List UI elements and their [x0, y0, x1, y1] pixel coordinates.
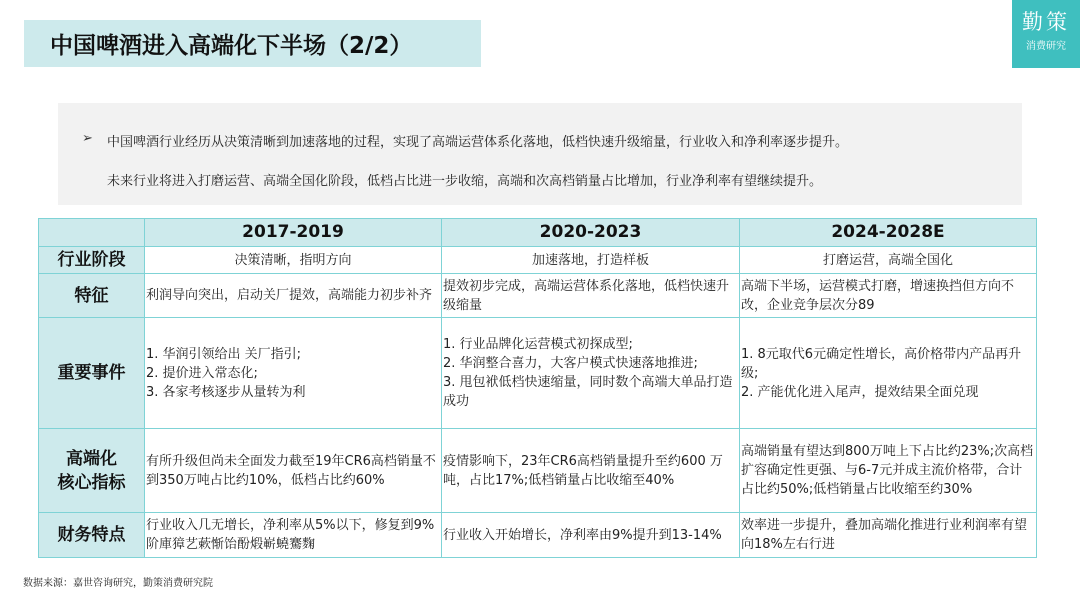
table-cell — [145, 318, 442, 429]
logo-main-text: 勤策 — [1022, 10, 1070, 34]
row-label-line: 核心指标 — [57, 472, 126, 493]
row-label-line: 高端化 — [66, 448, 117, 469]
bullet-arrow-icon: ➢ — [82, 131, 93, 146]
table-row-stage — [39, 247, 1037, 274]
header-corner — [39, 219, 145, 247]
table-row-finance — [39, 513, 1037, 558]
event-item: 1. 行业品牌化运营模式初探成型; — [443, 337, 633, 352]
table-cell — [442, 318, 740, 429]
event-item: 2. 华润整合喜力，大客户模式快速落地推进; — [443, 356, 698, 371]
page-title: 中国啤酒进入高端化下半场（2/2） — [24, 20, 481, 67]
row-label-features: 特征 — [39, 274, 145, 318]
event-item: 3. 各家考核逐步从量转为利 — [146, 384, 306, 400]
table-cell: 行业收入开始增长，净利率由9%提升到13-14% — [442, 513, 740, 558]
brand-logo — [1012, 0, 1080, 68]
table-cell: 提效初步完成，高端运营体系化落地，低档快速升级缩量 — [442, 274, 740, 318]
event-item: 1. 8元取代6元确定性增长，高价格带内产品再升级; — [741, 346, 1022, 381]
table-row-events — [39, 318, 1037, 429]
event-item: 3. 甩包袱低档快速缩量，同时数个高端大单品打造成功 — [443, 375, 733, 409]
table-cell: 高端下半场，运营模式打磨，增速换挡但方向不改，企业竞争层次分89 — [740, 274, 1037, 318]
summary-box — [58, 103, 1022, 205]
table-cell: 利润导向突出，启动关厂提效，高端能力初步补齐 — [145, 274, 442, 318]
table-cell — [740, 318, 1037, 429]
table-cell: 高端销量有望达到800万吨上下占比约23%;次高档扩容确定性更强、与6-7元并成主流价格带，合计占比约50%;低档销量占比收缩至约30% — [740, 429, 1037, 513]
table-cell: 有所升级但尚未全面发力截至19年CR6高档销量不到350万吨占比约10%，低档占比约60% — [145, 429, 442, 513]
summary-line-2: 未来行业将进入打磨运营、高端全国化阶段，低档占比进一步收缩，高端和次高档销量占比增加，行业净利率有望继续提升。 — [107, 174, 823, 189]
comparison-table — [38, 218, 1037, 558]
event-item: 2. 产能优化进入尾声，提效结果全面兑现 — [741, 384, 979, 400]
event-item: 2. 提价进入常态化; — [146, 365, 258, 381]
row-label-stage: 行业阶段 — [39, 247, 145, 274]
column-header: 2024-2028E — [740, 219, 1037, 247]
column-header: 2017-2019 — [145, 219, 442, 247]
row-label-metrics — [39, 429, 145, 513]
summary-line-1: 中国啤酒行业经历从决策清晰到加速落地的过程，实现了高端运营体系化落地，低档快速升级缩量，行业收入和净利率逐步提升。 — [107, 135, 849, 150]
table-cell: 加速落地，打造样板 — [442, 247, 740, 274]
logo-sub-text: 消费研究 — [1026, 41, 1066, 52]
table-cell: 疫情影响下，23年CR6高档销量提升至约600 万吨，占比17%;低档销量占比收缩至40% — [442, 429, 740, 513]
row-label-finance: 财务特点 — [39, 513, 145, 558]
table-row-metrics — [39, 429, 1037, 513]
row-label-events: 重要事件 — [39, 318, 145, 429]
event-item: 1. 华润引领给出 关厂指引; — [146, 346, 302, 362]
table-header-row — [39, 219, 1037, 247]
table-cell: 打磨运营，高端全国化 — [740, 247, 1037, 274]
table-cell: 效率进一步提升，叠加高端化推进行业利润率有望向18%左右行进 — [740, 513, 1037, 558]
table-row-features — [39, 274, 1037, 318]
source-footnote: 数据来源：嘉世咨询研究，勤策消费研究院 — [23, 578, 213, 589]
table-cell: 行业收入几无增长，净利率从5%以下，修复到9%阶庫獐艺蔌惭饴酚煅嶄蟯騫麴 — [145, 513, 442, 558]
column-header: 2020-2023 — [442, 219, 740, 247]
table-cell: 决策清晰，指明方向 — [145, 247, 442, 274]
